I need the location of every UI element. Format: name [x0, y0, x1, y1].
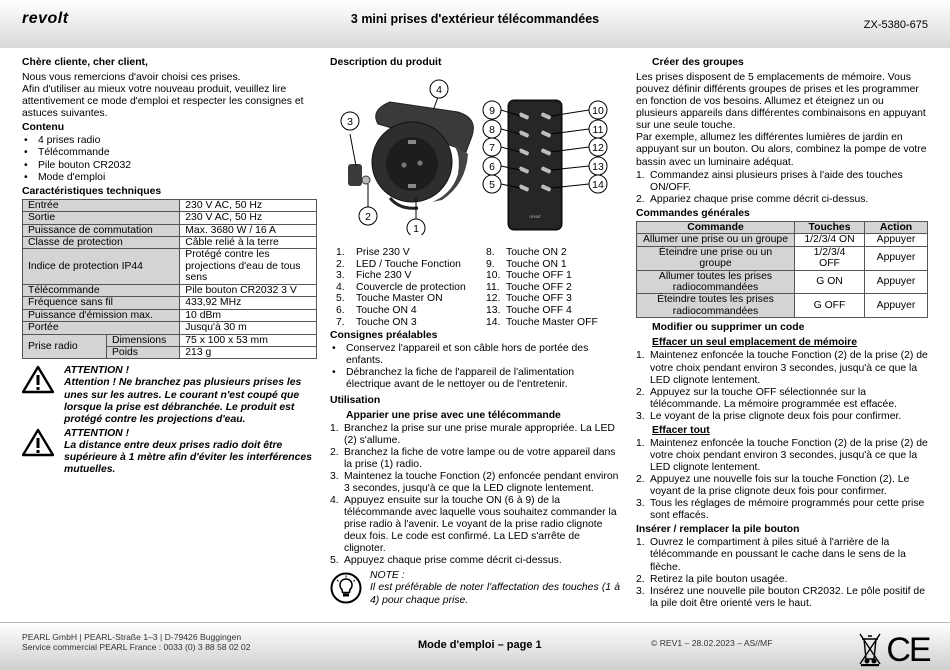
service-phone: Service commercial PEARL France : 0033 (0) 3 88 58 02 02 — [22, 642, 251, 653]
callout-11-label: 11 — [592, 124, 604, 137]
spec-key: Prise radio — [23, 334, 107, 359]
compliance-marks — [858, 631, 932, 670]
spec-key: Télécommande — [23, 284, 180, 296]
usage-heading: Utilisation — [330, 394, 381, 406]
specs-table — [22, 199, 317, 360]
action-cell: Appuyer — [865, 294, 928, 318]
warning-icon — [22, 428, 54, 457]
warning-block-1 — [22, 365, 317, 425]
warning-title: ATTENTION ! — [64, 365, 130, 377]
command-cell: Éteindre toutes les prises radiocommandées — [637, 294, 795, 318]
page-header — [0, 0, 950, 48]
command-cell: Éteindre une prise ou un groupe — [637, 246, 795, 270]
list-item: 2. Branchez la fiche de votre lampe ou de votre appareil dans la prise (1) radio. — [330, 446, 616, 470]
spec-key: Classe de protection — [23, 237, 180, 249]
table-row — [23, 237, 317, 249]
remote-control-image — [508, 100, 562, 230]
list-item: 1. Maintenez enfoncée la touche Fonction (2) de la prise (2) de votre choix pendant environ 3 secondes, jusqu'à ce que la LED clignote lentement. — [636, 437, 928, 473]
keys-cell: G OFF — [795, 294, 865, 318]
spec-key: Indice de protection IP44 — [23, 249, 180, 284]
table-row — [637, 294, 928, 318]
list-item: 3. Fiche 230 V — [336, 270, 412, 282]
list-item: 6. Touche ON 4 — [336, 305, 417, 317]
greeting: Chère cliente, cher client, — [22, 57, 148, 68]
description-heading: Description du produit — [330, 57, 442, 68]
list-item: • Conservez l'appareil et son câble hors de portée des enfants. — [330, 343, 620, 367]
lightbulb-icon — [330, 572, 362, 604]
spec-value: 433,92 MHz — [180, 297, 317, 309]
keys-cell: G ON — [795, 270, 865, 294]
list-item: 10. Touche OFF 1 — [486, 270, 572, 282]
spec-key: Entrée — [23, 199, 180, 211]
pairing-heading: Apparier une prise avec une télécommande — [346, 409, 561, 421]
column-header: Commande — [637, 221, 795, 233]
list-item: 8. Touche ON 2 — [486, 247, 567, 259]
spec-subkey: Poids — [107, 346, 180, 358]
keys-cell: 1/2/3/4 ON — [795, 234, 865, 246]
table-row — [637, 246, 928, 270]
page-footer — [0, 622, 950, 670]
list-item: 2. Appuyez une nouvelle fois sur la touche Fonction (2). Le voyant de la prise clignote deux fois pour confirmer. — [636, 474, 910, 498]
column-header: Action — [865, 221, 928, 233]
list-item: • Débranchez la fiche de l'appareil de l'alimentation électrique avant de le nettoyer ou de l'entretenir. — [330, 367, 620, 391]
list-item: 1. Commandez ainsi plusieurs prises à l'aide des touches ON/OFF. — [636, 169, 903, 193]
column-header: Touches — [795, 221, 865, 233]
spec-value: 75 x 100 x 53 mm — [180, 334, 317, 346]
intro-text-1: Nous vous remercions d'avoir choisi ces prises. — [22, 72, 241, 84]
list-item: 12. Touche OFF 3 — [486, 293, 572, 305]
callout-5-label: 5 — [489, 179, 495, 192]
product-reference: ZX-5380-675 — [863, 19, 928, 31]
spec-value: Protégé contre les projections d'eau de tous sens — [180, 249, 317, 284]
list-item: 4. Appuyez ensuite sur la touche ON (6 à 9) de la télécommande avec laquelle vous souhaitez commander la prise radio à l'avenir. Le voyant de la prise radio clignote deux fois. Le code est confirmé. La LED s'arrête de clignoter. — [330, 495, 617, 555]
parts-legend — [330, 247, 620, 328]
spec-value: Max. 3680 W / 16 A — [180, 224, 317, 236]
list-item: 7. Touche ON 3 — [336, 316, 417, 328]
erase-all-steps — [636, 438, 928, 522]
pairing-steps — [330, 423, 620, 568]
note-block — [330, 570, 620, 606]
list-item: 1. Ouvrez le compartiment à piles situé à l'arrière de la télécommande en poussant le cache dans le sens de la flèche. — [636, 537, 906, 573]
modify-heading: Modifier ou supprimer un code — [652, 322, 805, 334]
list-item: 3. Tous les réglages de mémoire programmés pour cette prise sont effacés. — [636, 498, 925, 522]
remote-brand-label: revolt — [529, 214, 541, 220]
spec-key: Fréquence sans fil — [23, 297, 180, 309]
callout-4-label: 4 — [436, 84, 442, 97]
intro-text-2: Afin d'utiliser au mieux votre nouveau produit, veuillez lire attentivement ce mode d'emploi et respecter les consignes et astuces suivantes. — [22, 84, 304, 120]
list-item: 11. Touche OFF 2 — [486, 281, 572, 293]
spec-value: 230 V AC, 50 Hz — [180, 212, 317, 224]
list-item: 3. Insérez une nouvelle pile bouton CR2032. Le pôle positif de la pile doit être orienté vers le haut. — [636, 585, 925, 609]
parts-legend-left — [330, 247, 480, 328]
column-left — [22, 55, 317, 476]
commands-heading: Commandes générales — [636, 207, 750, 219]
warning-block-2 — [22, 428, 317, 476]
groups-text-1: Les prises disposent de 5 emplacements de mémoire. Vous pouvez définir différents groupes de prises et les programmer en fonction de vos besoins. Allumez et éteignez un ou plusieurs appareils dans différentes combinaisons en appuyant sur une seule touche. — [636, 72, 926, 132]
callout-7-label: 7 — [489, 142, 495, 155]
spec-key: Sortie — [23, 212, 180, 224]
spec-key: Puissance de commutation — [23, 224, 180, 236]
column-right — [636, 55, 928, 612]
safety-heading: Consignes préalables — [330, 330, 438, 342]
commands-table — [636, 221, 928, 319]
callout-6-label: 6 — [489, 161, 495, 174]
warning-text: Attention ! Ne branchez pas plusieurs prises les unes sur les autres. Le courant n'est coupé que lorsque la prise est débranchée. Le produit est protégé contre les projections d'eau. — [64, 377, 302, 425]
table-row — [23, 224, 317, 236]
brand-logo: revolt — [22, 10, 69, 27]
table-row — [23, 334, 317, 346]
contents-list — [22, 135, 317, 183]
list-item: 3. Maintenez la touche Fonction (2) enfoncée pendant environ 3 secondes, jusqu'à ce que la LED clignote lentement. — [330, 470, 619, 494]
list-item: 1. Branchez la prise sur une prise murale appropriée. La LED (2) s'allume. — [330, 422, 615, 446]
list-item: 5. Touche Master ON — [336, 293, 443, 305]
groups-text-2: Par exemple, allumez les différentes lumières de jardin en appuyant sur un bouton. Ou alors, combinez la pompe de votre bassin avec un luminaire adéquat. — [636, 132, 927, 168]
callout-3-label: 3 — [347, 116, 353, 129]
table-row — [23, 199, 317, 211]
list-item: • Télécommande — [22, 147, 317, 159]
warning-icon — [22, 365, 54, 394]
erase-all-heading: Effacer tout — [652, 424, 710, 436]
callout-1-label: 1 — [413, 223, 419, 236]
weee-and-ce-icon — [858, 631, 932, 667]
battery-heading: Insérer / remplacer la pile bouton — [636, 524, 800, 536]
specs-heading: Caractéristiques techniques — [22, 185, 162, 197]
ce-mark: CE — [886, 631, 930, 667]
action-cell: Appuyer — [865, 234, 928, 246]
page-label: Mode d'emploi – page 1 — [418, 639, 542, 651]
list-item: 3. Le voyant de la prise clignote deux fois pour confirmer. — [636, 410, 902, 422]
table-row — [23, 309, 317, 321]
groups-heading: Créer des groupes — [652, 57, 744, 68]
warning-text: La distance entre deux prises radio doit être supérieure à 1 mètre afin d'éviter les interférences mutuelles. — [64, 439, 312, 475]
product-illustration — [330, 70, 620, 235]
revision-info: © REV1 – 28.02.2023 – AS//MF — [651, 638, 773, 648]
keys-cell: 1/2/3/4 OFF — [795, 246, 865, 270]
list-item: 1. Maintenez enfoncée la touche Fonction (2) de la prise (2) de votre choix pendant environ 3 secondes, jusqu'à ce que la LED clignote lentement. — [636, 350, 928, 386]
list-item: 5. Appuyez chaque prise comme décrit ci-dessus. — [330, 555, 562, 567]
safety-list — [330, 343, 620, 391]
battery-steps — [636, 537, 928, 609]
list-item: 1. Prise 230 V — [336, 247, 410, 259]
note-text: Il est préférable de noter l'affectation des touches (1 à 4) pour chaque prise. — [370, 582, 620, 606]
table-row — [23, 284, 317, 296]
action-cell: Appuyer — [865, 246, 928, 270]
callout-9-label: 9 — [489, 105, 495, 118]
command-cell: Allumer une prise ou un groupe — [637, 234, 795, 246]
callout-14-label: 14 — [592, 179, 604, 192]
table-header-row — [637, 221, 928, 233]
document-title: 3 mini prises d'extérieur télécommandées — [350, 12, 600, 26]
action-cell: Appuyer — [865, 270, 928, 294]
table-row — [637, 234, 928, 246]
list-item: • 4 prises radio — [22, 135, 317, 147]
list-item: • Mode d'emploi — [22, 172, 317, 184]
warning-title: ATTENTION ! — [64, 427, 130, 439]
table-row — [23, 212, 317, 224]
column-middle — [330, 55, 620, 607]
list-item: 14. Touche Master OFF — [486, 316, 598, 328]
list-item: 9. Touche ON 1 — [486, 258, 567, 270]
spec-subkey: Dimensions — [107, 334, 180, 346]
command-cell: Allumer toutes les prises radiocommandées — [637, 270, 795, 294]
callout-10-label: 10 — [592, 105, 604, 118]
erase-single-heading: Effacer un seul emplacement de mémoire — [652, 337, 858, 349]
table-row — [23, 297, 317, 309]
footer-company-info — [22, 632, 250, 653]
parts-legend-right — [480, 247, 598, 328]
list-item: 2. Appariez chaque prise comme décrit ci-dessus. — [636, 193, 869, 205]
callout-13-label: 13 — [592, 161, 604, 174]
spec-value: Jusqu'à 30 m — [180, 322, 317, 334]
spec-value: 10 dBm — [180, 309, 317, 321]
weee-bin-icon — [860, 634, 880, 666]
groups-steps — [636, 170, 928, 206]
spec-value: 230 V AC, 50 Hz — [180, 199, 317, 211]
spec-value: Câble relié à la terre — [180, 237, 317, 249]
table-row — [23, 249, 317, 284]
outdoor-socket-image — [348, 102, 473, 208]
note-title: NOTE : — [370, 570, 405, 582]
list-item: • Pile bouton CR2032 — [22, 160, 317, 172]
list-item: 2. Retirez la pile bouton usagée. — [636, 573, 788, 585]
spec-value: Pile bouton CR2032 3 V — [180, 284, 317, 296]
spec-key: Puissance d'émission max. — [23, 309, 180, 321]
spec-key: Portée — [23, 322, 180, 334]
table-row — [23, 322, 317, 334]
list-item: 2. LED / Touche Fonction — [336, 258, 461, 270]
table-row — [637, 270, 928, 294]
callout-8-label: 8 — [489, 124, 495, 137]
list-item: 2. Appuyez sur la touche OFF sélectionnée sur la télécommande. La mémoire programmée est effacée. — [636, 386, 897, 410]
callout-2-label: 2 — [365, 211, 371, 224]
contents-heading: Contenu — [22, 122, 65, 134]
spec-value: 213 g — [180, 346, 317, 358]
list-item: 13. Touche OFF 4 — [486, 305, 572, 317]
company-address: PEARL GmbH | PEARL-Straße 1–3 | D-79426 Buggingen — [22, 632, 242, 642]
erase-single-steps — [636, 350, 928, 422]
list-item: 4. Couvercle de protection — [336, 281, 466, 293]
callout-12-label: 12 — [592, 142, 604, 155]
